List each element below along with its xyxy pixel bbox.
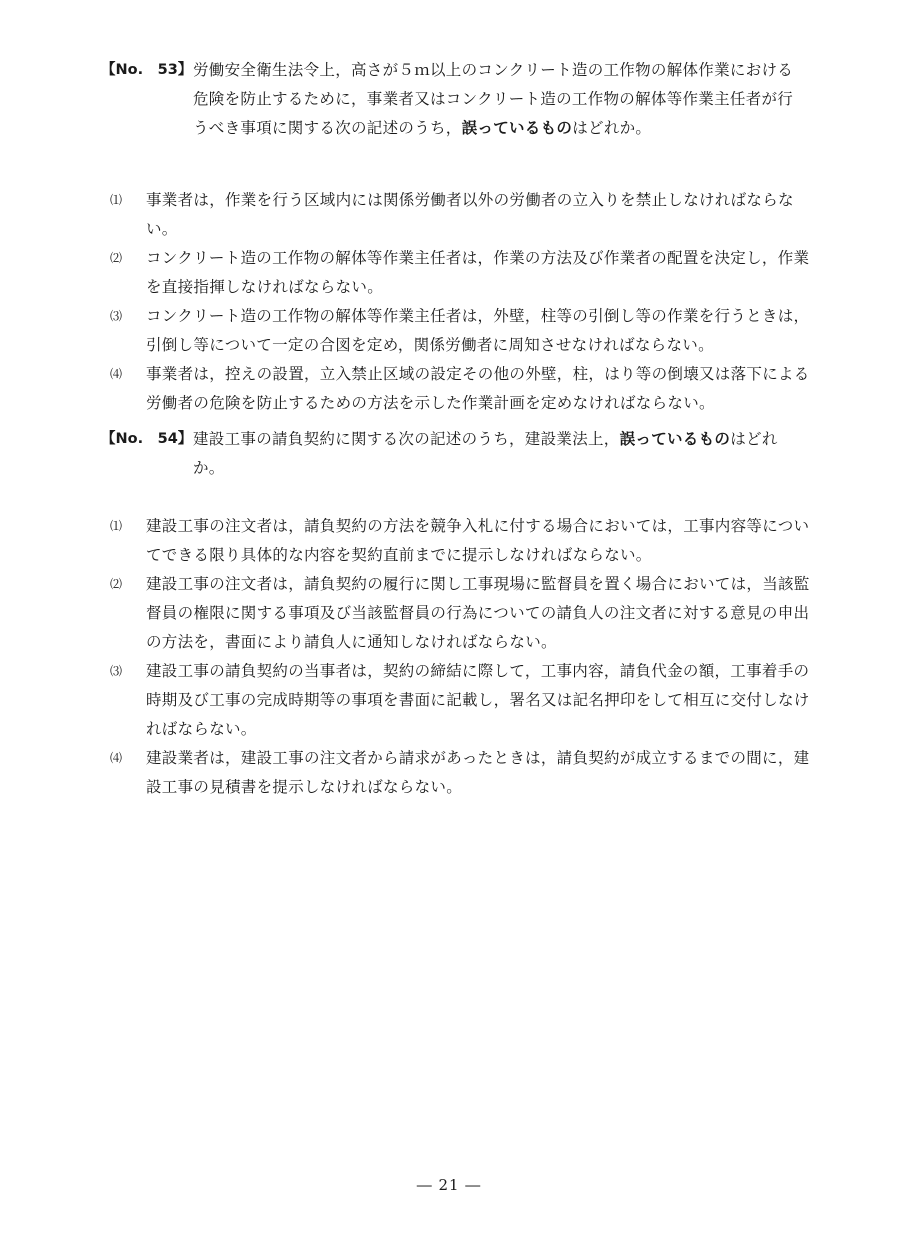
option-text: コンクリート造の工作物の解体等作業主任者は，外壁，柱等の引倒し等の作業を行うときは，引倒し等について一定の合図を定め，関係労働者に周知させなければならない。 xyxy=(146,307,810,354)
question-emphasis: 誤っているもの xyxy=(619,430,731,448)
option-text: コンクリート造の工作物の解体等作業主任者は，作業の方法及び作業者の配置を決定し，作業を直接指揮しなければならない。 xyxy=(146,249,810,296)
option-text: 事業者は，控えの設置，立入禁止区域の設定その他の外壁，柱，はり等の倒壊又は落下による労働者の危険を防止するための方法を示した作業計画を定めなければならない。 xyxy=(146,365,810,412)
option-text: 事業者は，作業を行う区域内には関係労働者以外の労働者の立入りを禁止しなければならない。 xyxy=(146,191,794,238)
question-text-before: 労働安全衛生法令上，高さが５ｍ以上のコンクリート造の工作物の解体作業における危険を防止するために，事業者又はコンクリート造の工作物の解体等作業主任者が行うべき事項に関する次の記述のうち， xyxy=(193,61,794,137)
option-label: ⑵ xyxy=(110,577,123,591)
question-text-after: はどれか。 xyxy=(572,119,652,137)
option-label: ⑵ xyxy=(110,251,123,265)
option-4 xyxy=(0,360,898,418)
option-text: 建設業者は，建設工事の注文者から請求があったときは，請負契約が成立するまでの間に，建設工事の見積書を提示しなければならない。 xyxy=(146,749,810,796)
question-header xyxy=(0,425,898,483)
option-label: ⑶ xyxy=(110,309,123,323)
options-list xyxy=(0,186,898,418)
question-text-before: 建設工事の請負契約に関する次の記述のうち，建設業法上， xyxy=(193,430,620,448)
option-label: ⑴ xyxy=(110,193,123,207)
question-header xyxy=(0,56,898,143)
option-2 xyxy=(0,570,898,657)
question-54 xyxy=(0,425,898,802)
question-text xyxy=(193,425,805,483)
question-number: 【No. 54】 xyxy=(101,431,193,447)
question-text xyxy=(193,56,805,143)
option-4 xyxy=(0,744,898,802)
option-label: ⑷ xyxy=(110,751,123,765)
option-text: 建設工事の請負契約の当事者は，契約の締結に際して，工事内容，請負代金の額，工事着手の時期及び工事の完成時期等の事項を書面に記載し，署名又は記名押印をして相互に交付しなければならない。 xyxy=(146,662,810,738)
question-emphasis: 誤っているもの xyxy=(461,119,573,137)
option-label: ⑴ xyxy=(110,519,123,533)
options-list xyxy=(0,512,898,802)
question-number: 【No. 53】 xyxy=(101,62,193,78)
option-3 xyxy=(0,302,898,360)
option-text: 建設工事の注文者は，請負契約の履行に関し工事現場に監督員を置く場合においては，当該監督員の権限に関する事項及び当該監督員の行為についての請負人の注文者に対する意見の申出の方法を，書面により請負人に通知しなければならない。 xyxy=(146,575,810,651)
option-label: ⑶ xyxy=(110,664,123,678)
question-text-after: はどれか。 xyxy=(193,430,778,477)
question-53 xyxy=(0,56,898,418)
option-2 xyxy=(0,244,898,302)
option-1 xyxy=(0,512,898,570)
option-text: 建設工事の注文者は，請負契約の方法を競争入札に付する場合においては，工事内容等についてできる限り具体的な内容を契約直前までに提示しなければならない。 xyxy=(146,517,810,564)
option-1 xyxy=(0,186,898,244)
page-number: ― 21 ― xyxy=(416,1176,482,1194)
option-3 xyxy=(0,657,898,744)
option-label: ⑷ xyxy=(110,367,123,381)
